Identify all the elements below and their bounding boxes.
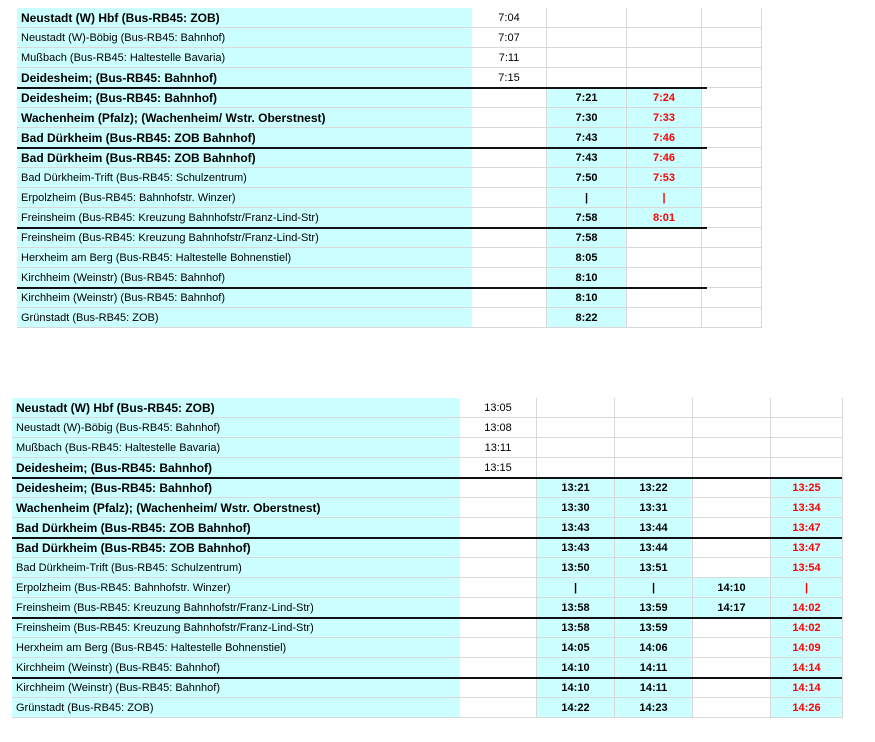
time-cell (693, 658, 771, 678)
time-cell (693, 418, 771, 438)
time-cell (771, 458, 843, 478)
time-cell: 13:22 (615, 478, 693, 498)
time-cell: 14:11 (615, 658, 693, 678)
time-cell: 14:14 (771, 658, 843, 678)
stop-name: Neustadt (W) Hbf (Bus-RB45: ZOB) (12, 398, 460, 418)
time-cell (547, 68, 627, 88)
time-cell: 8:10 (547, 288, 627, 308)
time-cell: 13:08 (460, 418, 537, 438)
time-cell: 7:46 (627, 148, 702, 168)
time-cell (702, 228, 762, 248)
time-cell: 7:58 (547, 228, 627, 248)
stop-name: Grünstadt (Bus-RB45: ZOB) (17, 308, 472, 328)
time-cell (702, 48, 762, 68)
time-cell (702, 148, 762, 168)
stop-name: Herxheim am Berg (Bus-RB45: Haltestelle Bohnenstiel) (17, 248, 472, 268)
time-cell (472, 308, 547, 328)
time-cell (702, 168, 762, 188)
time-cell (702, 308, 762, 328)
time-cell: 14:23 (615, 698, 693, 718)
stop-name: Grünstadt (Bus-RB45: ZOB) (12, 698, 460, 718)
time-cell (702, 288, 762, 308)
time-cell (627, 28, 702, 48)
time-cell (693, 678, 771, 698)
time-cell: 14:11 (615, 678, 693, 698)
time-cell (460, 538, 537, 558)
time-cell: 7:04 (472, 8, 547, 28)
section-divider (17, 287, 707, 289)
time-cell: | (537, 578, 615, 598)
section-divider (12, 537, 842, 539)
stop-name: Bad Dürkheim-Trift (Bus-RB45: Schulzentrum) (17, 168, 472, 188)
stop-name: Neustadt (W)-Böbig (Bus-RB45: Bahnhof) (12, 418, 460, 438)
time-cell (615, 458, 693, 478)
time-cell: 8:10 (547, 268, 627, 288)
time-cell: 7:53 (627, 168, 702, 188)
time-cell (460, 478, 537, 498)
time-cell: 8:22 (547, 308, 627, 328)
section-divider (12, 617, 842, 619)
time-cell (702, 128, 762, 148)
time-cell: 14:02 (771, 618, 843, 638)
time-cell (472, 128, 547, 148)
time-cell: 13:44 (615, 518, 693, 538)
time-cell (693, 458, 771, 478)
time-cell (702, 188, 762, 208)
time-cell: 13:30 (537, 498, 615, 518)
stop-name: Neustadt (W) Hbf (Bus-RB45: ZOB) (17, 8, 472, 28)
time-cell (693, 558, 771, 578)
stop-name: Kirchheim (Weinstr) (Bus-RB45: Bahnhof) (17, 288, 472, 308)
stop-name: Wachenheim (Pfalz); (Wachenheim/ Wstr. Oberstnest) (12, 498, 460, 518)
time-cell: 13:05 (460, 398, 537, 418)
time-cell: 7:30 (547, 108, 627, 128)
time-cell: 7:58 (547, 208, 627, 228)
stop-name: Kirchheim (Weinstr) (Bus-RB45: Bahnhof) (12, 678, 460, 698)
time-cell (537, 458, 615, 478)
time-cell: 7:46 (627, 128, 702, 148)
section-divider (17, 227, 707, 229)
time-cell: 14:06 (615, 638, 693, 658)
time-cell (537, 418, 615, 438)
time-cell: 13:11 (460, 438, 537, 458)
time-cell: 13:25 (771, 478, 843, 498)
time-cell: 13:47 (771, 538, 843, 558)
time-cell: 14:02 (771, 598, 843, 618)
time-cell: 14:10 (537, 678, 615, 698)
stop-name: Deidesheim; (Bus-RB45: Bahnhof) (17, 68, 472, 88)
time-cell (615, 398, 693, 418)
time-cell: 13:43 (537, 518, 615, 538)
time-cell (460, 578, 537, 598)
time-cell: 7:43 (547, 148, 627, 168)
time-cell: 13:21 (537, 478, 615, 498)
time-cell: 13:58 (537, 618, 615, 638)
section-divider (12, 477, 842, 479)
time-cell: | (627, 188, 702, 208)
stop-name: Kirchheim (Weinstr) (Bus-RB45: Bahnhof) (12, 658, 460, 678)
stop-name: Kirchheim (Weinstr) (Bus-RB45: Bahnhof) (17, 268, 472, 288)
time-cell (702, 268, 762, 288)
time-cell (460, 558, 537, 578)
time-cell (460, 658, 537, 678)
time-cell (771, 398, 843, 418)
time-cell (702, 108, 762, 128)
time-cell (615, 438, 693, 458)
section-divider (12, 677, 842, 679)
time-cell: 7:24 (627, 88, 702, 108)
stop-name: Freinsheim (Bus-RB45: Kreuzung Bahnhofstr/Franz-Lind-Str) (12, 598, 460, 618)
time-cell: 7:50 (547, 168, 627, 188)
time-cell (472, 248, 547, 268)
time-cell (627, 68, 702, 88)
time-cell (547, 8, 627, 28)
time-cell: | (615, 578, 693, 598)
time-cell (693, 478, 771, 498)
stop-name: Bad Dürkheim (Bus-RB45: ZOB Bahnhof) (12, 518, 460, 538)
time-cell (460, 498, 537, 518)
time-cell: 13:58 (537, 598, 615, 618)
stop-name: Mußbach (Bus-RB45: Haltestelle Bavaria) (17, 48, 472, 68)
stop-name: Herxheim am Berg (Bus-RB45: Haltestelle Bohnenstiel) (12, 638, 460, 658)
time-cell (627, 268, 702, 288)
stop-name: Deidesheim; (Bus-RB45: Bahnhof) (17, 88, 472, 108)
time-cell: 13:59 (615, 618, 693, 638)
time-cell (702, 248, 762, 268)
time-cell: 13:31 (615, 498, 693, 518)
time-cell: 7:33 (627, 108, 702, 128)
time-cell (627, 248, 702, 268)
time-cell (771, 438, 843, 458)
time-cell (702, 28, 762, 48)
time-cell: | (547, 188, 627, 208)
time-cell (771, 418, 843, 438)
time-cell: 13:59 (615, 598, 693, 618)
section-divider (17, 147, 707, 149)
time-cell (472, 108, 547, 128)
time-cell (693, 438, 771, 458)
time-cell (472, 228, 547, 248)
time-cell (547, 48, 627, 68)
time-cell (615, 418, 693, 438)
time-cell (547, 28, 627, 48)
time-cell (472, 148, 547, 168)
stop-name: Erpolzheim (Bus-RB45: Bahnhofstr. Winzer) (17, 188, 472, 208)
time-cell (460, 618, 537, 638)
time-cell: 14:22 (537, 698, 615, 718)
time-cell: 14:10 (693, 578, 771, 598)
time-cell (693, 618, 771, 638)
stop-name: Deidesheim; (Bus-RB45: Bahnhof) (12, 478, 460, 498)
time-cell (472, 168, 547, 188)
section-divider (17, 87, 707, 89)
stop-name: Deidesheim; (Bus-RB45: Bahnhof) (12, 458, 460, 478)
time-cell: 7:43 (547, 128, 627, 148)
time-cell (693, 498, 771, 518)
time-cell: 13:15 (460, 458, 537, 478)
time-cell (460, 598, 537, 618)
time-cell: 13:50 (537, 558, 615, 578)
time-cell: | (771, 578, 843, 598)
time-cell: 13:54 (771, 558, 843, 578)
time-cell: 8:05 (547, 248, 627, 268)
stop-name: Bad Dürkheim (Bus-RB45: ZOB Bahnhof) (17, 148, 472, 168)
time-cell (693, 538, 771, 558)
time-cell: 14:05 (537, 638, 615, 658)
time-cell (702, 88, 762, 108)
time-cell: 13:51 (615, 558, 693, 578)
time-cell: 14:14 (771, 678, 843, 698)
time-cell: 13:44 (615, 538, 693, 558)
time-cell (460, 638, 537, 658)
time-cell (460, 698, 537, 718)
time-cell (702, 208, 762, 228)
time-cell (693, 398, 771, 418)
time-cell (627, 48, 702, 68)
time-cell: 8:01 (627, 208, 702, 228)
stop-name: Freinsheim (Bus-RB45: Kreuzung Bahnhofstr/Franz-Lind-Str) (17, 208, 472, 228)
stop-name: Mußbach (Bus-RB45: Haltestelle Bavaria) (12, 438, 460, 458)
time-cell (472, 268, 547, 288)
time-cell (702, 68, 762, 88)
time-cell: 7:21 (547, 88, 627, 108)
time-cell: 7:07 (472, 28, 547, 48)
time-cell (627, 228, 702, 248)
time-cell: 7:15 (472, 68, 547, 88)
stop-name: Bad Dürkheim (Bus-RB45: ZOB Bahnhof) (17, 128, 472, 148)
stop-name: Freinsheim (Bus-RB45: Kreuzung Bahnhofstr/Franz-Lind-Str) (17, 228, 472, 248)
time-cell (627, 308, 702, 328)
stop-name: Erpolzheim (Bus-RB45: Bahnhofstr. Winzer) (12, 578, 460, 598)
time-cell: 14:26 (771, 698, 843, 718)
time-cell (693, 698, 771, 718)
time-cell: 13:43 (537, 538, 615, 558)
time-cell: 13:47 (771, 518, 843, 538)
time-cell (693, 638, 771, 658)
stop-name: Neustadt (W)-Böbig (Bus-RB45: Bahnhof) (17, 28, 472, 48)
time-cell (537, 398, 615, 418)
time-cell: 14:17 (693, 598, 771, 618)
stop-name: Bad Dürkheim-Trift (Bus-RB45: Schulzentrum) (12, 558, 460, 578)
stop-name: Freinsheim (Bus-RB45: Kreuzung Bahnhofstr/Franz-Lind-Str) (12, 618, 460, 638)
time-cell (702, 8, 762, 28)
time-cell (472, 188, 547, 208)
stop-name: Wachenheim (Pfalz); (Wachenheim/ Wstr. Oberstnest) (17, 108, 472, 128)
stop-name: Bad Dürkheim (Bus-RB45: ZOB Bahnhof) (12, 538, 460, 558)
time-cell (627, 288, 702, 308)
time-cell (693, 518, 771, 538)
time-cell: 13:34 (771, 498, 843, 518)
time-cell (460, 678, 537, 698)
time-cell (460, 518, 537, 538)
time-cell (537, 438, 615, 458)
time-cell: 14:09 (771, 638, 843, 658)
time-cell (627, 8, 702, 28)
time-cell (472, 88, 547, 108)
time-cell: 7:11 (472, 48, 547, 68)
time-cell (472, 208, 547, 228)
time-cell (472, 288, 547, 308)
time-cell: 14:10 (537, 658, 615, 678)
